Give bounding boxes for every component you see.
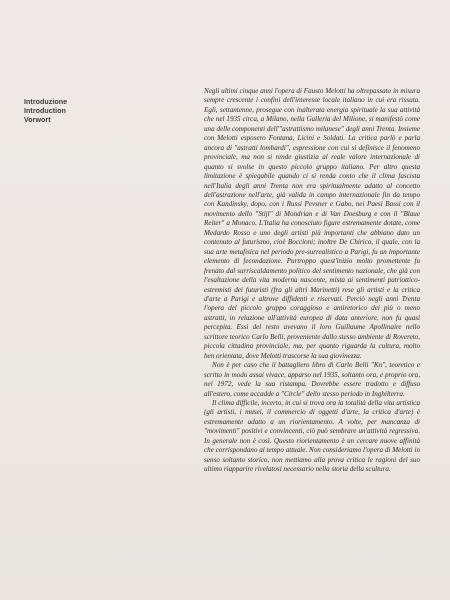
paragraph-3: Il clima difficile, incerto, in cui si trova ora la totalità della vita artistica (gli artisti, i musei, il commercio di oggetti d'arte, la critica d'arte) è estremamente adatto a un riorientamento. A volte, per mancanza di "movimenti" positivi e convincenti, ciò può sembrare un'attività regressiva. In generale non è così. Questo riorientamento è un cercare nuove affinità che corrispondano al tempo attuale. Non consideriamo l'opera di Melotti in senso soltanto storico, non mettiamo alla prova critica le ragioni del suo ultimo riapparire rivelatosi necessario nella storia della scultura. [204,398,420,474]
section-heading [24,98,144,125]
paragraph-1: Negli ultimi cinque anni l'opera di Fausto Melotti ha oltrepassato in misura sempre crescente i confini dell'interesse locale italiano in cui era rissuta. Egli, settantenne, prosegue con inalterata energia spirituale la sua attività che nel 1935 circa, a Milano, nella Galleria del Milione, si manifestò come una delle componenti dell'"astrattismo milanese" degli anni Trenta. Insieme con Melotti esposero Fontana, Licini e Soldati. La critica parlò e parla ancora di "astratti lombardi", espressione con cui si definisce il fenomeno provinciale, ma non si rende giustizia al reale valore internazionale di quanto si svolse in questo piccolo gruppo italiano. Per altro questa limitazione è spiegabile quando ci si renda conto che il clima fascista nell'Italia degli anni Trenta non era spiritualmente adatto al concetto dell'astrazione nell'arte, già valida in campo internazionale fin da tempo con Kandinsky, dopo, con i Russi Pevsner e Gabo, nei Paesi Bassi con il movimento dello "Stijl" di Mondrian e di Van Doesburg e con il "Blaue Reiter" a Monaco. L'Italia ha conosciuto figure estremamente dotate, come Medardo Rosso e uno degli artisti più importanti che abbiano dato un contenuto al futurismo, cioè Boccioni; inoltre De Chirico, il quale, con la sua arte metafisica nel periodo pre-surrealistico a Parigi, fu un importante elemento di fecondazione. Purtroppo quest'inizio molto promettente fu frenato dal surriscaldamento politico del sentimento nazionale, che già con l'esaltazione della vita moderna nascente, mista ai sentimenti patriottico-estremisti dei futuristi (fra gli altri Marinetti) rese gli artisti e la critica d'arte a Parigi e altrove diffidenti e riservati. Perciò negli anni Trenta l'opera del piccolo gruppo coraggioso e antiretorico dei più o meno astratti, in relazione all'attività europea di data anteriore, non fu quasi percepita. Essi del resto avevano il loro Guillaume Apollinaire nello scrittore teorico Carlo Belli, proveniente dallo stesso ambiente di Rovereto, piccola cittadina provinciale, ma, per quanto riguarda la cultura, molto ben orientata, dove Melotti trascorse la sua giovinezza. [204,87,420,360]
paragraph-2: Non è per caso che il battagliero libro di Carlo Belli "Kn", teoretico e scritto in modo assai vivace, apparso nel 1935, soltanto ora, e proprio ora, nel 1972, vede la sua ristampa. Dovrebbe essere tradotto e diffuso all'estero, come accadde a "Circle" dello stesso periodo in Inghilterra. [204,361,420,398]
introduction-text [204,87,420,475]
heading-german: Vorwort [24,116,51,124]
heading-italian: Introduzione [24,98,68,106]
heading-english: Introduction [24,107,66,115]
